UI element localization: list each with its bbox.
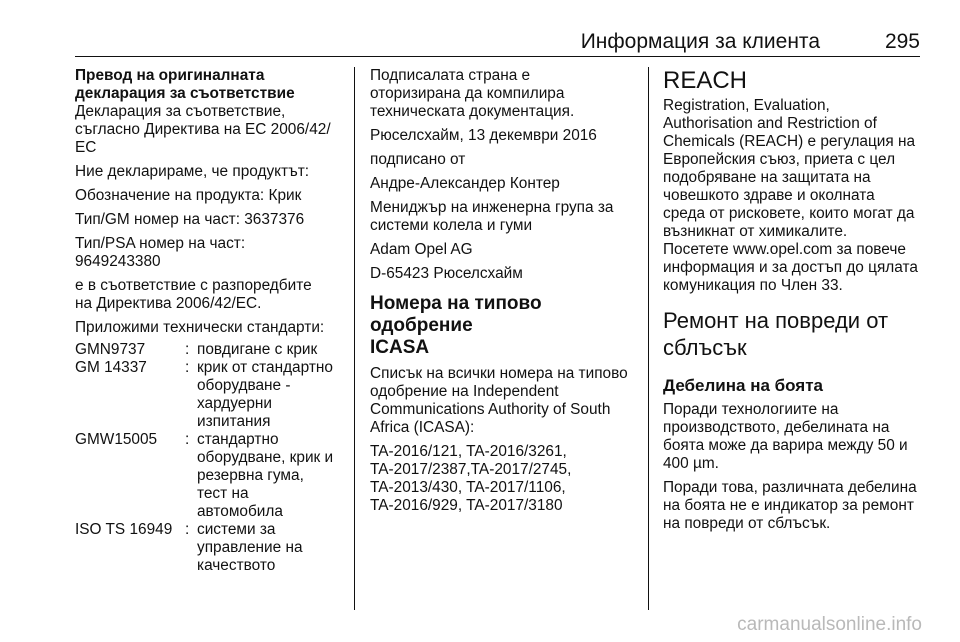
text-line: подобряване на защитата на (663, 169, 871, 186)
text-line: производството, дебелината на (663, 419, 890, 436)
text-line: Поради технологиите на (663, 401, 839, 418)
paragraph (370, 127, 638, 145)
icasa-heading (370, 293, 638, 359)
text-line: резервна гума, (197, 467, 304, 484)
column-1 (75, 67, 343, 575)
paragraph (370, 175, 638, 193)
standard-desc (197, 431, 343, 521)
standards-table (75, 341, 343, 575)
text-line: оборудване - (197, 377, 291, 394)
text-line: системи за (197, 521, 276, 538)
text-line: TA-2017/2387,TA-2017/2745, (370, 461, 572, 478)
text-line: тест на (197, 485, 249, 502)
standard-separator: : (185, 341, 190, 358)
text-line: Мениджър на инженерна група за (370, 199, 614, 216)
column-2 (370, 67, 638, 521)
text-line: автомобила (197, 503, 283, 520)
paint-thickness-heading: Дебелина на боята (663, 376, 824, 395)
text-line: одобрение на Independent (370, 383, 559, 400)
standard-code: GM 14337 (75, 359, 147, 376)
text-line: изпитания (197, 413, 271, 430)
text-line: Тип/GM номер на част: 3637376 (75, 211, 305, 228)
text-line: е в съответствие с разпоредбите (75, 277, 312, 294)
heading-line: сблъсък (663, 335, 747, 360)
text-line: качеството (197, 557, 276, 574)
text-line: повдигане с крик (197, 341, 318, 358)
reach-heading: REACH (663, 67, 748, 94)
text-line: 9649243380 (75, 253, 161, 270)
text-line: системи колела и гуми (370, 217, 533, 234)
heading-line: Превод на оригиналната (75, 67, 265, 84)
watermark: carmanualsonline.info (737, 614, 922, 635)
heading-line: декларация за съответствие (75, 85, 295, 102)
text-line: стандартно (197, 431, 279, 448)
standard-code: ISO TS 16949 (75, 521, 173, 538)
text-line: Подписалата страна е (370, 67, 531, 84)
paragraph (370, 241, 638, 259)
heading-line: ICASA (370, 337, 430, 358)
heading-line: Ремонт на повреди от (663, 308, 889, 333)
standard-desc (197, 341, 343, 359)
text-line: на повреди от сблъсък. (663, 515, 831, 532)
text-line: техническата документация. (370, 103, 575, 120)
text-line: Рюселсхайм, 13 декември 2016 (370, 127, 597, 144)
text-line: Посетете www.opel.com за повече (663, 241, 906, 258)
collision-repair-heading (663, 307, 928, 361)
standard-code: GMW15005 (75, 431, 158, 448)
paragraph (663, 401, 928, 473)
text-line: D-65423 Рюселсхайм (370, 265, 523, 282)
column-3 (663, 67, 928, 539)
standard-separator: : (185, 359, 190, 376)
column-divider (648, 67, 649, 610)
text-line: човешкото здраве и околната (663, 187, 875, 204)
text-line: Андре-Александер Контер (370, 175, 560, 192)
text-line: Chemicals (REACH) е регулация на (663, 133, 916, 150)
declaration-heading (75, 67, 343, 103)
paragraph (370, 67, 638, 121)
text-line: ЕС (75, 139, 97, 156)
paragraph (370, 365, 638, 437)
text-line: хардуерни (197, 395, 273, 412)
text-line: Тип/PSA номер на част: (75, 235, 246, 252)
text-line: Registration, Evaluation, (663, 97, 830, 114)
paragraph (75, 163, 343, 181)
text-line: възникнат от химикалите. (663, 223, 848, 240)
text-line: среда от рисковете, които могат да (663, 205, 915, 222)
heading-line: Номера на типово одобрение (370, 293, 542, 336)
text-line: на боята не е индикатор за ремонт (663, 497, 914, 514)
paragraph (75, 187, 343, 205)
text-line: TA-2016/929, TA-2017/3180 (370, 497, 563, 514)
paragraph (75, 277, 343, 313)
paragraph (370, 265, 638, 283)
page-header (75, 30, 920, 57)
standard-desc (197, 359, 343, 431)
text-line: Поради това, различната дебелина (663, 479, 917, 496)
text-line: подписано от (370, 151, 466, 168)
text-line: крик от стандартно (197, 359, 333, 376)
text-line: 400 µm. (663, 455, 719, 472)
text-line: комуникация по Член 33. (663, 277, 843, 294)
text-line: Africa (ICASA): (370, 419, 475, 436)
paragraph (75, 211, 343, 229)
paragraph (75, 319, 343, 337)
page-number: 295 (884, 30, 920, 53)
standard-code: GMN9737 (75, 341, 146, 358)
paragraph (370, 443, 638, 515)
standard-desc (197, 521, 343, 575)
page-title: Информация за клиента (580, 30, 820, 53)
text-line: съгласно Директива на ЕС 2006/42/ (75, 121, 331, 138)
text-line: боята може да варира между 50 и (663, 437, 908, 454)
text-line: TA-2013/430, TA-2017/1106, (370, 479, 566, 496)
standard-separator: : (185, 521, 190, 538)
paragraph (663, 479, 928, 533)
text-line: оборудване, крик и (197, 449, 334, 466)
text-line: Ние декларираме, че продуктът: (75, 163, 310, 180)
text-line: на Директива 2006/42/EC. (75, 295, 262, 312)
text-line: управление на (197, 539, 303, 556)
standard-separator: : (185, 431, 190, 448)
text-line: оторизирана да компилира (370, 85, 565, 102)
paragraph (370, 199, 638, 235)
text-line: Authorisation and Restriction of (663, 115, 877, 132)
text-line: Европейския съюз, приета с цел (663, 151, 896, 168)
reach-paragraph (663, 97, 928, 295)
text-line: Adam Opel AG (370, 241, 473, 258)
column-divider (354, 67, 355, 610)
text-line: Communications Authority of South (370, 401, 611, 418)
paragraph (370, 151, 638, 169)
text-line: Декларация за съответствие, (75, 103, 286, 120)
paragraph (75, 235, 343, 271)
text-line: Приложими технически стандарти: (75, 319, 325, 336)
text-line: TA-2016/121, TA-2016/3261, (370, 443, 567, 460)
text-line: информация и за достъп до цялата (663, 259, 918, 276)
text-line: Обозначение на продукта: Крик (75, 187, 302, 204)
text-line: Списък на всички номера на типово (370, 365, 628, 382)
paragraph (75, 103, 343, 157)
